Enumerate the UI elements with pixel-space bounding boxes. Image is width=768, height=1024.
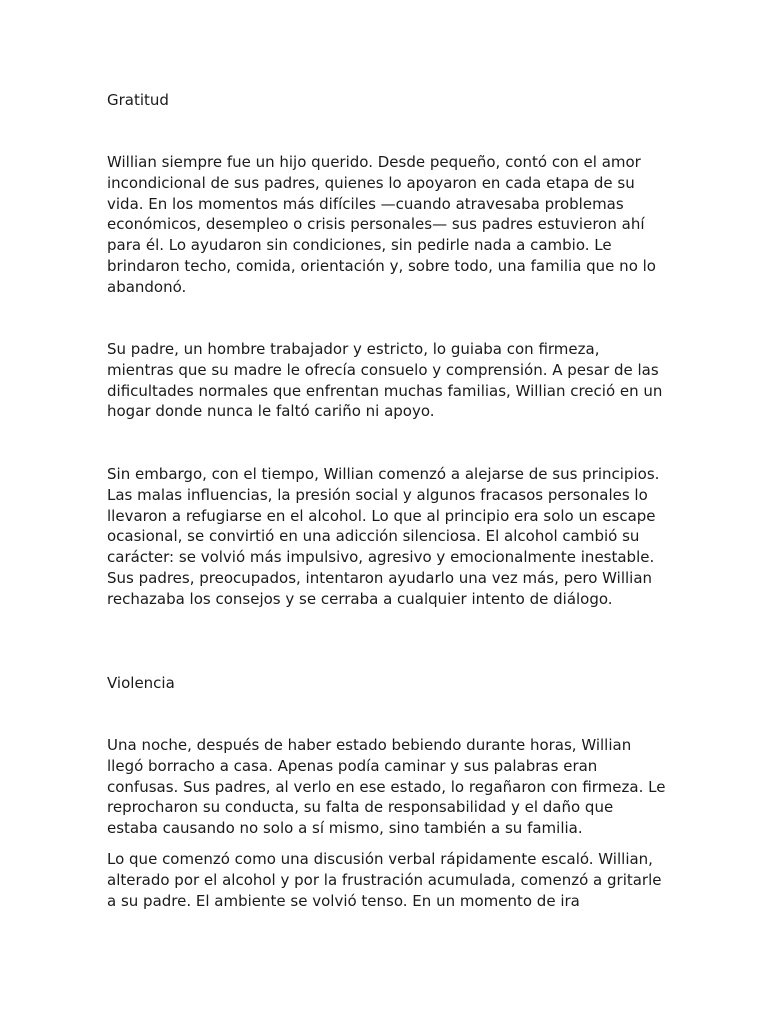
paragraph-1: Willian siempre fue un hijo querido. Desde pequeño, contó con el amor incondicional de sus padres, quienes lo apoyaron en cada etapa de su vida. En los momentos más difíciles —cuando atravesaba problemas económicos, desempleo o crisis personales— sus padres estuvieron ahí para él. Lo ayudaron sin condiciones, sin pedirle nada a cambio. Le brindaron techo, comida, orientación y, sobre todo, una familia que no lo abandonó.: [107, 153, 656, 296]
paragraph-3: Sin embargo, con el tiempo, Willian comenzó a alejarse de sus principios. Las malas influencias, la presión social y algunos fracasos personales lo llevaron a refugiarse en el alcohol. Lo que al principio era solo un escape ocasional, se convirtió en una adicción silenciosa. El alcohol cambió su carácter: se volvió más impulsivo, agresivo y emocionalmente inestable. Sus padres, preocupados, intentaron ayudarlo una vez más, pero Willian rechazaba los consejos y se cerraba a cualquier intento de diálogo.: [107, 465, 660, 608]
paragraph-5: Lo que comenzó como una discusión verbal rápidamente escaló. Willian, alterado por el alcohol y por la frustración acumulada, comenzó a gritarle a su padre. El ambiente se volvió tenso. En un momento de ira: [107, 850, 662, 910]
heading-violencia: Violencia: [107, 674, 175, 692]
paragraph-2: Su padre, un hombre trabajador y estricto, lo guiaba con firmeza, mientras que su madre le ofrecía consuelo y comprensión. A pesar de las dificultades normales que enfrentan muchas familias, Willian creció en un hogar donde nunca le faltó cariño ni apoyo.: [107, 340, 663, 421]
paragraph-4: Una noche, después de haber estado bebiendo durante horas, Willian llegó borracho a casa. Apenas podía caminar y sus palabras eran confusas. Sus padres, al verlo en ese estado, lo regañaron con firmeza. Le reprocharon su conducta, su falta de responsabilidad y el daño que estaba causando no solo a sí mismo, sino también a su familia.: [107, 736, 666, 838]
heading-gratitud: Gratitud: [107, 91, 169, 109]
